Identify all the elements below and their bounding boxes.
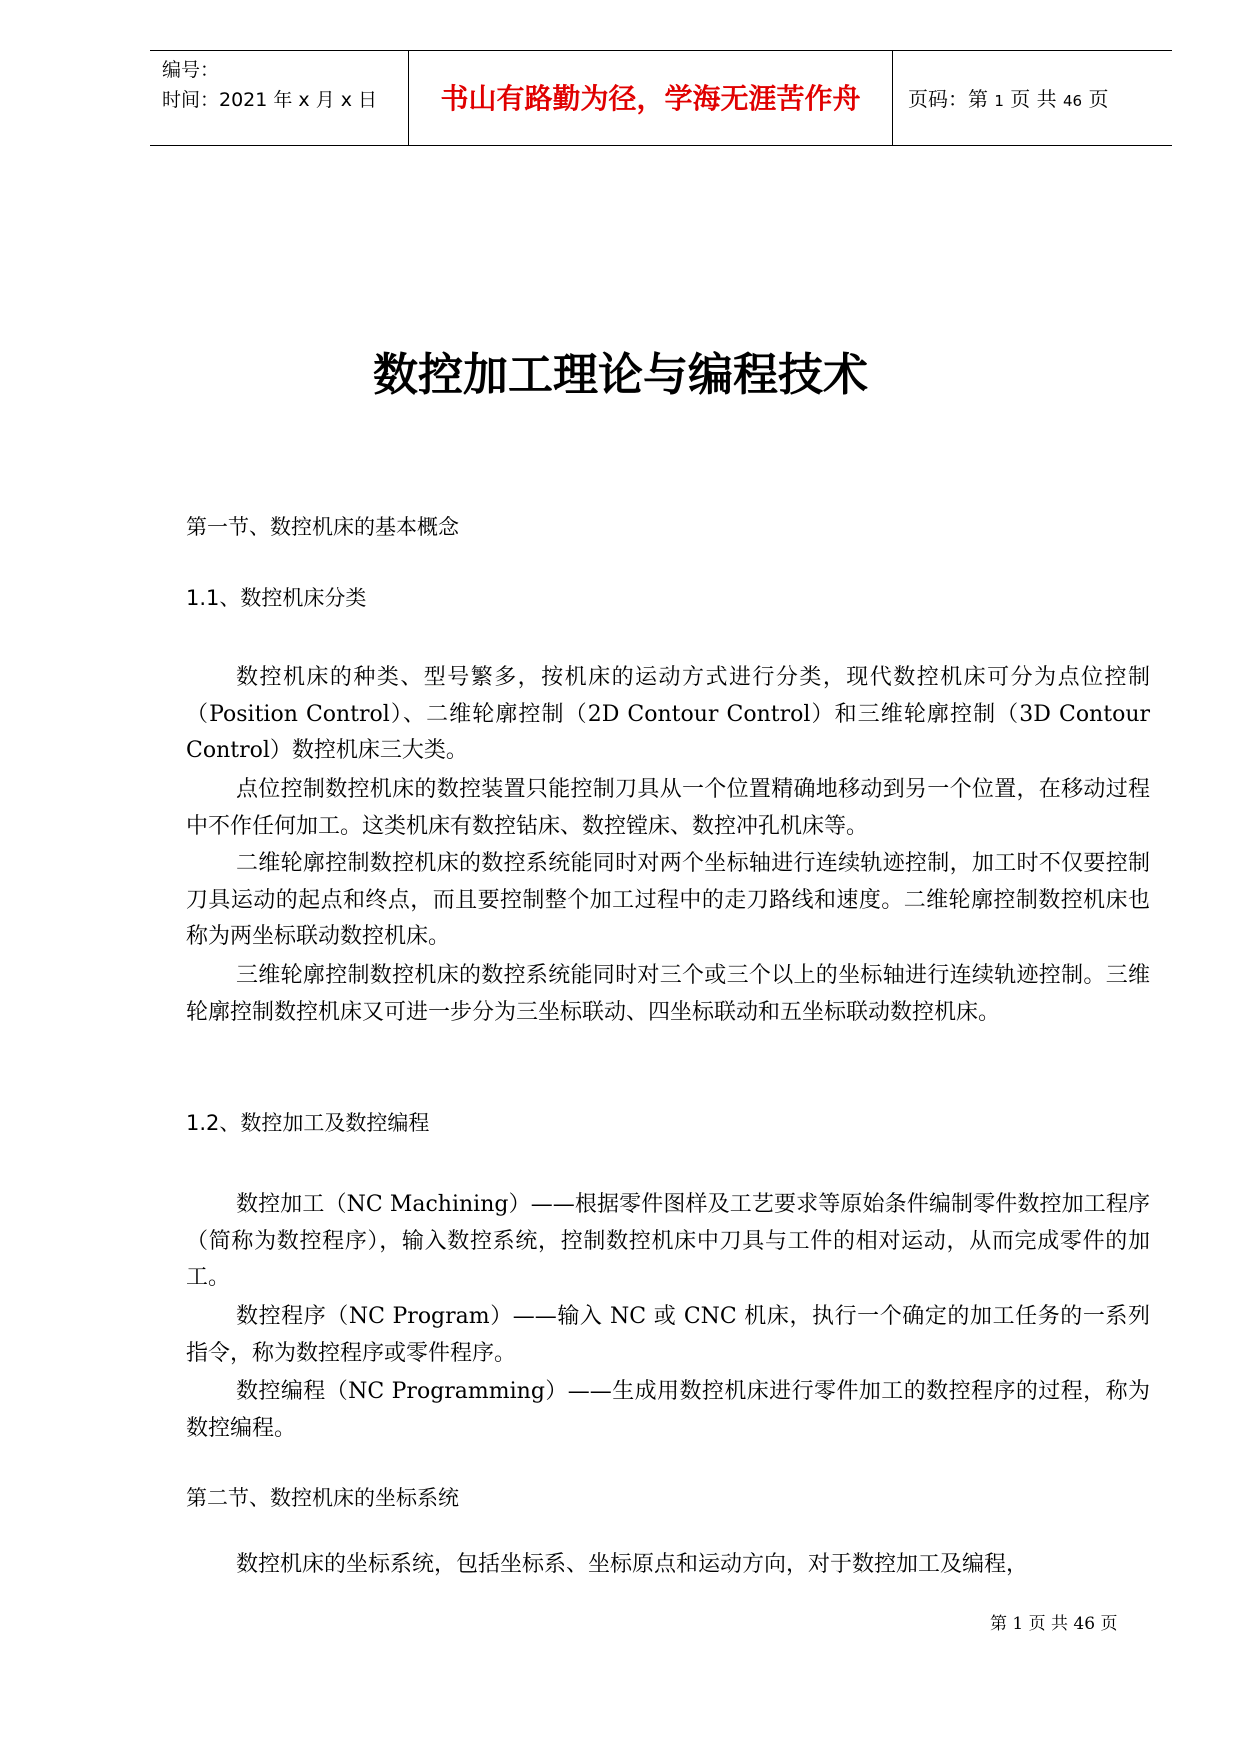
paragraph: 数控编程（NC Programming）——生成用数控机床进行零件加工的数控程序的过程，称为数控编程。	[186, 1379, 1150, 1441]
header-motto: 书山有路勤为径，学海无涯苦作舟	[440, 82, 861, 115]
subsection-1-1-heading	[186, 583, 366, 613]
subsection-text: 、数控机床分类	[219, 586, 367, 610]
document-title: 数控加工理论与编程技术	[372, 348, 868, 401]
paragraph: 二维轮廓控制数控机床的数控系统能同时对两个坐标轴进行连续轨迹控制，加工时不仅要控制刀具运动的起点和终点，而且要控制整个加工过程中的走刀路线和速度。二维轮廓控制数控机床也称为两坐标联动数控机床。	[186, 851, 1150, 949]
paragraph: 三维轮廓控制数控机床的数控系统能同时对三个或三个以上的坐标轴进行连续轨迹控制。三维轮廓控制数控机床又可进一步分为三坐标联动、四坐标联动和五坐标联动数控机床。	[186, 963, 1150, 1025]
paragraph: 点位控制数控机床的数控装置只能控制刀具从一个位置精确地移动到另一个位置，在移动过程中不作任何加工。这类机床有数控钻床、数控镗床、数控冲孔机床等。	[186, 777, 1150, 839]
paragraph: 数控加工（NC Machining）——根据零件图样及工艺要求等原始条件编制零件数控加工程序（简称为数控程序），输入数控系统，控制数控机床中刀具与工件的相对运动，从而完成零件的加工。	[186, 1192, 1150, 1290]
serial-label: 编号：	[162, 59, 220, 81]
page-suffix: 页	[1088, 87, 1109, 111]
subsection-text: 、数控加工及数控编程	[219, 1111, 430, 1135]
page-prefix: 页码：第	[908, 87, 988, 111]
page-current: 1	[994, 92, 1004, 110]
page-footer: 第 1 页 共 46 页	[990, 1614, 1118, 1634]
section-2-heading: 第二节、数控机床的坐标系统	[186, 1486, 459, 1510]
paragraph: 数控机床的种类、型号繁多，按机床的运动方式进行分类，现代数控机床可分为点位控制（Position Control）、二维轮廓控制（2D Contour Control）和三维轮廓控制（3D Contour Control）数控机床三大类。	[186, 665, 1150, 763]
page-mid: 页 共	[1010, 87, 1057, 111]
subsection-1-2-heading	[186, 1108, 429, 1138]
paragraph: 数控机床的坐标系统，包括坐标系、坐标原点和运动方向，对于数控加工及编程，	[236, 1552, 1029, 1577]
page-header	[150, 50, 1172, 146]
subsection-number: 1.1	[186, 586, 220, 610]
section-1-heading: 第一节、数控机床的基本概念	[186, 515, 459, 539]
header-info	[162, 55, 377, 115]
subsection-number: 1.2	[186, 1111, 220, 1135]
header-divider	[892, 51, 893, 145]
header-page-number	[908, 84, 1108, 116]
page-total: 46	[1062, 92, 1083, 110]
paragraph: 数控程序（NC Program）——输入 NC 或 CNC 机床，执行一个确定的加工任务的一系列指令，称为数控程序或零件程序。	[186, 1304, 1150, 1366]
date-line: 时间：2021 年 x 月 x 日	[162, 89, 378, 111]
